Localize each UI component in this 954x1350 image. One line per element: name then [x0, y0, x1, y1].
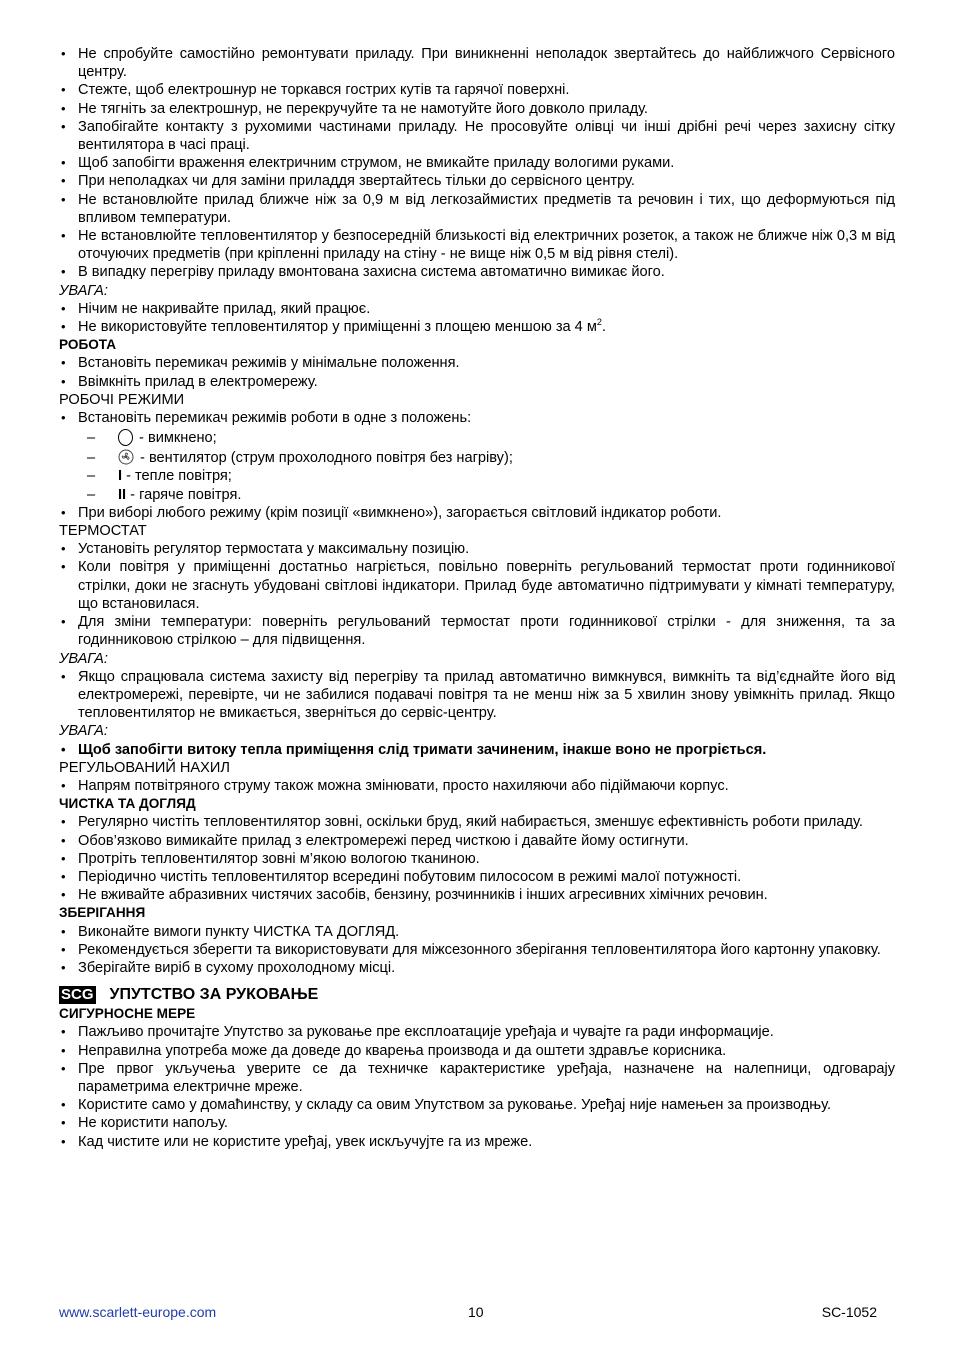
- dash: –: [87, 486, 96, 503]
- dash: –: [87, 430, 96, 447]
- list-item: • Зберігайте виріб в сухому прохолодному місці.: [59, 959, 895, 977]
- list-item: • Не встановлюйте прилад ближче ніж за 0,9 м від легкозаймистих предметів та речовин і тих, що деформуються під впливом температури.: [59, 191, 895, 227]
- list-item: • При неполадках чи для заміни приладдя звертайтесь тільки до сервісного центру.: [59, 172, 895, 190]
- page-content: [59, 45, 895, 1151]
- subheading-modes: РОБОЧІ РЕЖИМИ: [59, 391, 185, 408]
- list-item: • Не спробуйте самостійно ремонтувати приладу. При виникненні неполадок звертайтесь до найближчого Сервісного центру.: [59, 45, 895, 81]
- mode-text: - тепле повітря;: [122, 468, 232, 485]
- top-list: [59, 45, 895, 282]
- list-item: • Регулярно чистіть тепловентилятор зовні, оскільки бруд, який набирається, зменшує ефективність роботи приладу.: [59, 813, 895, 831]
- section-title-text: УПУТСТВО ЗА РУКОВАЊЕ: [109, 986, 319, 1004]
- list-item: • Встановіть перемикач режимів роботи в одне з положень:: [59, 409, 895, 427]
- list-item: • Напрям потвітряного струму також можна змінювати, просто нахиляючи або підіймаючи корпус.: [59, 777, 895, 795]
- list-item: • Стежте, щоб електрошнур не торкався гострих кутів та гарячої поверхні.: [59, 81, 895, 99]
- list-item: • Запобігайте контакту з рухомими частинами приладу. Не просовуйте олівці чи інші дрібні речі через захисну сітку вентилятора в часі праці.: [59, 118, 895, 154]
- attention-label: УВАГА:: [59, 650, 108, 667]
- list-item: • Пре првог укључења уверите се да техничке карактеристике уређаја, назначене на налепници, одговарају параметрима електричне мреже.: [59, 1060, 895, 1096]
- list-item: • Протріть тепловентилятор зовні м’якою вологою тканиною.: [59, 850, 895, 868]
- subheading-thermostat: ТЕРМОСТАТ: [59, 523, 147, 540]
- list-item: [59, 318, 895, 336]
- mode-item-fan: [59, 449, 895, 467]
- area-text: Не використовуйте тепловентилятор у приміщенні з площею меншою за 4 м: [78, 319, 597, 336]
- list-item: • Щоб запобігти витоку тепла приміщення слід тримати зачиненим, інакше воно не прогріється.: [59, 741, 895, 759]
- list-item: • Користите само у домаћинству, у складу са овим Упутством за руковање. Уређај није намењен за производњу.: [59, 1096, 895, 1114]
- section-heading-storage: ЗБЕРІГАННЯ: [59, 905, 146, 921]
- subheading-tilt: РЕГУЛЬОВАНИЙ НАХИЛ: [59, 759, 230, 776]
- list-item: • Щоб запобігти враження електричним струмом, не вмикайте приладу вологими руками.: [59, 154, 895, 172]
- dash: –: [87, 468, 96, 485]
- list-item: • Неправилна употреба може да доведе до кварења производа и да оштети здравље корисника.: [59, 1042, 895, 1060]
- mode-text: - вентилятор (струм прохолодного повітря без нагріву);: [136, 450, 513, 467]
- section-heading-robota: РОБОТА: [59, 337, 117, 353]
- mode-symbol: II: [118, 486, 127, 503]
- superscript: 2: [596, 317, 602, 328]
- list-item: • Обов’язково вимикайте прилад з електромережі перед чисткою і давайте йому остигнути.: [59, 832, 895, 850]
- list-item: • Якщо спрацювала система захисту від перегріву та прилад автоматично вимкнувся, вимкніть та від’єднайте його від електромережі, перевірте, чи не забилися подавачі повітря та не менш ніж за 5 хвилин знову увімкніть прилад. Якщо тепловентилятор не вмикається, зверніться до сервіс-центру.: [59, 668, 895, 723]
- fan-icon: [118, 449, 134, 465]
- list-item: • Виконайте вимоги пункту ЧИСТКА ТА ДОГЛЯД.: [59, 923, 895, 941]
- page-number: 10: [468, 1304, 484, 1320]
- mode-item-off: [59, 427, 895, 449]
- period: .: [601, 319, 606, 336]
- attention-label: УВАГА:: [59, 282, 108, 299]
- circle-off-icon: [118, 429, 133, 446]
- mode-text: - гаряче повітря.: [126, 486, 242, 503]
- mode-item-warm: [59, 467, 895, 485]
- section-heading-safety: СИГУРНОСНЕ МЕРЕ: [59, 1006, 196, 1022]
- dash: –: [87, 450, 96, 467]
- list-item: • Установіть регулятор термостата у максимальну позицію.: [59, 540, 895, 558]
- language-badge: SCG: [61, 986, 94, 1004]
- list-item: • Рекомендується зберегти та використовувати для міжсезонного зберігання тепловентилятора його картонну упаковку.: [59, 941, 895, 959]
- list-item: • Кад чистите или не користите уређај, увек искључујте га из мреже.: [59, 1133, 895, 1151]
- list-item: • Не користити напољу.: [59, 1114, 895, 1132]
- mode-item-hot: [59, 486, 895, 504]
- website-link[interactable]: www.scarlett-europe.com: [59, 1304, 217, 1320]
- list-item: • Нічим не накривайте прилад, який працює.: [59, 300, 895, 318]
- model-number: SC-1052: [821, 1304, 877, 1320]
- list-item: • Періодично чистіть тепловентилятор всередині побутовим пилососом в режимі малої потужності.: [59, 868, 895, 886]
- list-item: • При виборі любого режиму (крім позиції «вимкнено»), загорається світловий індикатор роботи.: [59, 504, 895, 522]
- list-item: • Ввімкніть прилад в електромережу.: [59, 373, 895, 391]
- section-heading-cleaning: ЧИСТКА ТА ДОГЛЯД: [59, 796, 196, 812]
- attention-label: УВАГА:: [59, 723, 108, 740]
- list-item: • Встановіть перемикач режимів у мінімальне положення.: [59, 354, 895, 372]
- mode-symbol: I: [118, 468, 123, 485]
- list-item: • Не встановлюйте тепловентилятор у безпосередній близькості від електричних розеток, а також не ближче ніж 0,3 м від оточуючих предметів (при кріпленні приладу на стіну - не вище ніж 0,5 м від рівня стелі).: [59, 227, 895, 263]
- list-item: • Коли повітря у приміщенні достатньо нагріється, повільно поверніть регульований термостат проти годинникової стрілки, доки не згаснуть убудовані світлові індикатори. Прилад буде автоматично підтримувати у кімнаті температуру, що встановилася.: [59, 558, 895, 613]
- section-title-scg: [59, 985, 895, 1005]
- list-item: • В випадку перегріву приладу вмонтована захисна система автоматично вимикає його.: [59, 263, 895, 281]
- list-item: • Для зміни температури: поверніть регульований термостат проти годинникової стрілки - для зниження, та за годинниковою стрілкою – для підвищення.: [59, 613, 895, 649]
- page-footer: [59, 1304, 877, 1322]
- list-item: • Не тягніть за електрошнур, не перекручуйте та не намотуйте його довколо приладу.: [59, 100, 895, 118]
- list-item: • Не вживайте абразивних чистячих засобів, бензину, розчинників і інших агресивних хімічних речовин.: [59, 886, 895, 904]
- mode-text: - вимкнено;: [135, 430, 217, 447]
- list-item: • Пажљиво прочитајте Упутство за руковање пре експлоатације уређаја и чувајте га ради информације.: [59, 1023, 895, 1041]
